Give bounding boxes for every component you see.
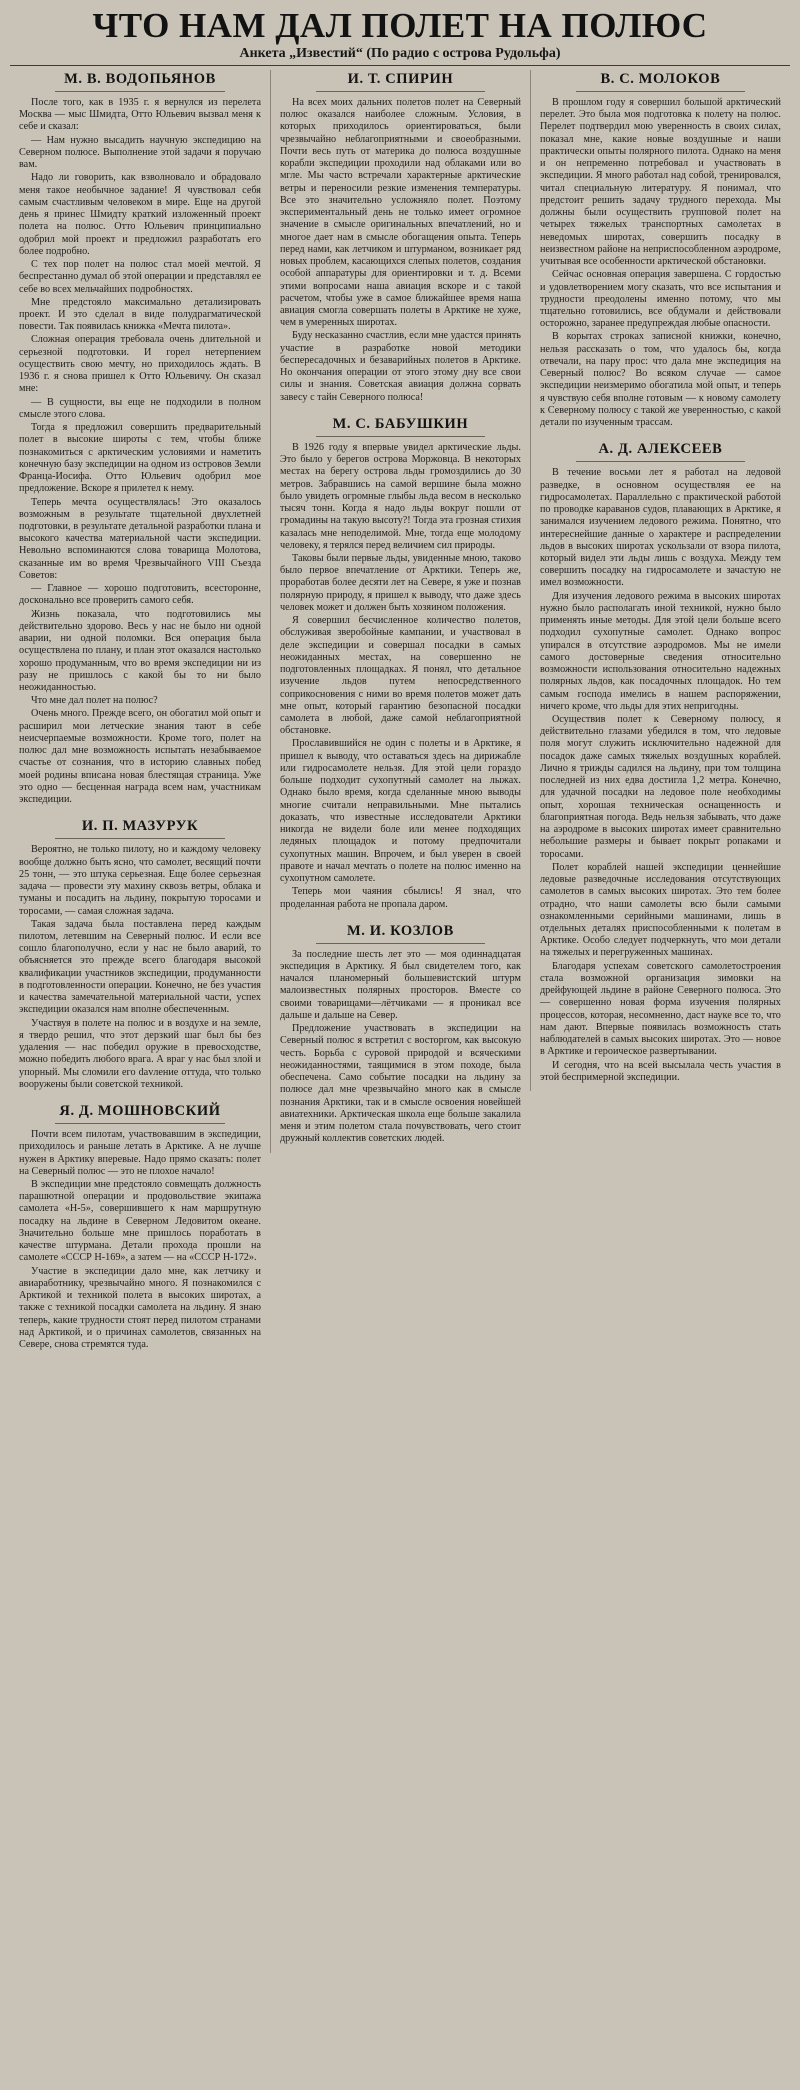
author-byline: М. И. КОЗЛОВ	[347, 922, 454, 939]
article-paragraph: Полет кораблей нашей экспедиции ценнейшие ледовые разведочные исследования отсутствующих самолетов в самых высоких широтах. Это тем более отрадно, что наши самолеты всю были самыми ознакомленными серийными машинами, лишь в отдельных деталях приспособленными к полетам в Арктике. Особо следует подчеркнуть, что мои детали на тяжелых и перегруженных машинах.	[539, 861, 781, 959]
author-byline: А. Д. АЛЕКСЕЕВ	[598, 441, 723, 458]
byline-divider	[316, 943, 485, 944]
byline-divider	[576, 461, 745, 462]
section-spacer	[540, 1085, 781, 1091]
article-paragraph: За последние шесть лет это — моя одиннадцатая экспедиция в Арктику. Я был свидетелем того, как начался планомерный большевистский штурм малоизвестных полярных просторов. Вместе со своими товарищами—лётчиками — я проникал все дальше и дальше на Север.	[279, 948, 521, 1021]
article-paragraph: Участие в экспедиции дало мне, как летчику и авиаработнику, чрезвычайно много. Я познакомился с Арктикой и техникой полета в высоких широтах, а также с техникой посадки самолета на льдину. Я знаю теперь, какие трудности стоят перед пилотом странами над Арктикой, и о причинах самолетов, связанных на Севере, снова стремятся туда.	[19, 1265, 261, 1351]
article-paragraph: — В сущности, вы еще не подходили в полном смысле этого слова.	[19, 396, 261, 420]
article-columns	[10, 70, 790, 1358]
article-paragraph: Тогда я предложил совершить предварительный полет в высокие широты с тем, чтобы ближе познакомиться с арктическим условиями и наметить конечную базу экспедиции на одном из островов Земли Франца-Иосифа. Отто Юльевич одобрил мое предложение. Вскоре я прилетел к нему.	[19, 422, 261, 495]
section-spacer	[280, 912, 521, 918]
byline-divider	[55, 1123, 224, 1124]
article-paragraph: В 1926 году я впервые увидел арктические льды. Это было у берегов острова Моржовца. В некоторых местах на берегу острова льды громоздились до 30 метров. Забравшись на самой вершине была можно было увидеть огромные глыбы льда весом в несколько тысяч тонн. Когда я надо льды вокруг пошли от громадины на такую высоту?! Тогда эта грозная стихия казалась мне неподелимой. Мне, тогда еще молодому человеку, я терялся перед величием сил природы.	[279, 441, 521, 551]
article-paragraph: Предложение участвовать в экспедиции на Северный полюс я встретил с восторгом, как высокую честь. Борьба с суровой природой и всяческими неожиданностями, таящимися в этом походе, была обеспечена. Само событие посадки на льдину за полюсе дал мне чрезвычайно много как в смысле познания Арктики, так и в смысле освоения новейшей авиатехники. Арктическая школа еще больше закалила меня и этим полетом стала почувствовать, чего стоит дружный коллектив советских людей.	[279, 1023, 521, 1145]
section-spacer	[280, 405, 521, 411]
article-paragraph: Жизнь показала, что подготовились мы действительно здорово. Весь у нас не было ни одной аварии, ни одной поломки. Вся операция была осуществлена по плану, и план этот оказался настолько хорошо продуманным, что во время экспедиции ни из разу не пришлось с какой бы то ни было неожиданностью.	[19, 608, 261, 694]
author-byline: И. Т. СПИРИН	[347, 71, 454, 87]
article-paragraph: Сейчас основная операция завершена. С гордостью и удовлетворением могу сказать, что все испытания и трудности преодолены именно потому, что мы тщательно готовились, все обдумали и действовали осторожно, заранее предупреждая любые опасности.	[539, 269, 781, 330]
author-byline: И. П. МАЗУРУК	[81, 818, 199, 835]
section-spacer	[19, 1092, 261, 1098]
section-spacer	[280, 1147, 521, 1153]
article-paragraph: Для изучения ледового режима в высоких широтах нужно было располагать иной техникой, нужно было применять иные методы. Для этой цели больше всего подходил сухопутные самолет. Однако вопрос упирался в отсутствие аэродромов. Мы не имели самого достоверные сведения относительно возможности использования относительно надежных полярных льдов, как посадочных площадок. Но тем самым господа имелись в нашем распоряжении, ничего кроме, что льды для этих непригодны.	[539, 590, 781, 712]
byline-divider	[316, 436, 485, 437]
article-paragraph: С тех пор полет на полюс стал моей мечтой. Я беспрестанно думал об этой операции и представлял ее себе во всех мельчайших подробностях.	[19, 259, 261, 295]
article-paragraph: Вероятно, не только пилоту, но и каждому человеку вообще должно быть ясно, что самолет, весящий почти 25 тонн, — это штука серьезная. Еще более серьезная задача — провести эту махину сквозь ветры, облака и туманы и посадить на льдину, покрытую торосами и торосами, — самая сложная задача.	[19, 844, 261, 917]
article-paragraph: В экспедиции мне предстояло совмещать должность парашютной операции и продовольствие экипажа самолета «Н-5», совершившего к нам маршрутную посадку на льдине в Северном Ледовитом океане. Значительно больше мне пришлось поработать в качестве штурмана. Детали прохода прошли на самолете «СССР Н-169», а затем — на «СССР Н-172».	[19, 1178, 261, 1264]
article-paragraph: Сложная операция требовала очень длительной и серьезной подготовки. И горел нетерпением осуществить свою мечту, но приходилось ждать. В 1936 г. я снова пришел к Отто Юльевичу. Он сказал мне:	[19, 334, 261, 395]
article-paragraph: Буду несказанно счастлив, если мне удастся принять участие в разработке новой методики беспересадочных и безаварийных полетов в Арктике. Но окончания операции от этого этому дну все свои силы и знания. Советская авиация должна сорвать завесу с тайн Северного полюса!	[279, 330, 521, 403]
author-byline: М. С. БАБУШКИН	[332, 415, 469, 432]
article-paragraph: Такая задача была поставлена перед каждым пилотом, летевшим на Северный полюс. И если все сошло благополучно, если у нас не было аварий, то объясняется это прежде всего благодаря высокой квалификации участников экспедиции, продуманности в подготовленности операции. Конечно, не без участия и качества замечательной материальной части, успех экспедиции оказался нам вполне обеспеченным.	[19, 918, 261, 1016]
article-column	[270, 70, 530, 1153]
article-paragraph: Мне предстояло максимально детализировать проект. И это сделал в виде полудрагматической повести. Так появилась книжка «Мечта пилота».	[19, 296, 261, 333]
article-paragraph: Почти всем пилотам, участвовавшим в экспедиции, приходилось и раньше летать в Арктике. А не лучше нужен в Арктику вперевые. Надо прямо сказать: полет на Северный полюс — это не плохое начало!	[19, 1129, 261, 1177]
article-paragraph: После того, как в 1935 г. я вернулся из перелета Москва — мыс Шмидта, Отто Юльевич вызвал меня к себе и сказал:	[19, 97, 261, 133]
section-spacer	[540, 430, 781, 436]
author-byline: Я. Д. МОШНОВСКИЙ	[59, 1103, 221, 1120]
section-spacer	[19, 807, 261, 813]
article-paragraph: Очень много. Прежде всего, он обогатил мой опыт и расширил мои летческие знания тают в себе неисчерпаемые возможности. Кроме того, полет на полюс дал мне возможность испытать незабываемое счастье от сознания, что в историю славных побед моей родины вписана новая блестящая страница. Уже это одно — бесценная награда всем нам, участникам экспедиции.	[19, 708, 261, 806]
article-paragraph: — Нам нужно высадить научную экспедицию на Северном полюсе. Выполнение этой задачи я поручаю вам.	[19, 134, 261, 171]
author-byline: В. С. МОЛОКОВ	[600, 71, 721, 87]
byline-divider	[55, 91, 224, 92]
page-headline: ЧТО НАМ ДАЛ ПОЛЕТ НА ПОЛЮС	[92, 6, 708, 45]
article-paragraph: Благодаря успехам советского самолетостроения стала возможной организация зимовки на дрейфующей льдине в районе Северного полюса. Это — совершенно новая форма изучения полярных процессов, которая, несомненно, даст науке все то, что нам дают. Впервые появилась возможность стать наблюдателей в самых высоких широтах. Это — новое в Арктике и героическое развертывании.	[539, 960, 781, 1058]
article-paragraph: Прославившийся не один с полеты и в Арктике, я пришел к выводу, что оставаться здесь на дирижабле или гидросамолете нельзя. Для этой цели гораздо больше подходит сухопутный самолет на лыжах. Однако было время, когда сделанные мною выводы многие считали неправильными. Мне пытались доказать, что известные исследователи Арктики никогда не видели боле или менее подходящих ледяных площадок и потому предпочитали сухопутных машин. Впрочем, и был уверен в своей правоте и начал мечтать о полете на полюс именно на сухопутном самолете.	[279, 738, 521, 885]
page-subhead: Анкета „Известий“ (По радио с острова Рудольфа)	[239, 46, 561, 61]
article-paragraph: Участвуя в полете на полюс и в воздухе и на земле, я твердо решил, что этот дерзкий шаг был бы без удаления — нас победил оружие в превосходстве, можно победить любого врага. А враг у нас был злой и упорный. Мы сломили его davление оттуда, что только вооружены были советской техникой.	[19, 1017, 261, 1090]
article-paragraph: В прошлом году я совершил большой арктический перелет. Это была моя подготовка к полету на полюс. Перелет подтвердил мою уверенность в своих силах, показал мне, какие новые воздушные и наши практически опыты полярного пилота. Однако на меня и он непременно потребовал и участвовать в экспедиции. Я много работал над собой, тренировался, читал специальную литературу. Я понимал, что предстоит решить задачу трудного перехода. Мы должны были осуществить групповой полет на четырех тяжелых транспортных самолетах в неведомых широтах, совершить посадку в неизвестном районе на неприспособленном аэродроме, учитывая все особенности арктической обстановки.	[539, 97, 781, 268]
article-paragraph: Я совершил бесчисленное количество полетов, обслуживая зверобойные кампании, и участвовал в деле экспедиции и совершал посадки в самых неожиданных местах, на совершенно не подготовленных площадках. Я понял, что детальное изучение льдов путем непосредственного соприкосновения с ними во время полетов может дать мне опыт, который гарантию безопасной посадки самолета в любой, даже самой неблагоприятной обстановке.	[279, 615, 521, 737]
byline-divider	[55, 838, 224, 839]
article-paragraph: На всех моих дальних полетов полет на Северный полюс оказался наиболее сложным. Условия, в которых приходилось ориентироваться, были чрезвычайно неблагоприятными и своеобразными. Почти весь путь от материка до полюса воздушные корабли экспедиции проходили над облаками или во мгле. Мы часто встречали характерные арктические ветры и переносили резкие изменения температуры. Все это значительно усложняло полет. Поэтому экспериментальный день не только имеет огромное значение в смысле оригинальных впечатлений, но и многое дает нам в смысле обогащения опыта. Теперь перед нами, как летчиком и штурманом, возникает ряд новых проблем, касающихся слепых полетов, создания особой аппаратуры для ориентировки и т. д. Всеми этими вопросами наша авиация вскоре и с такой расчетом, чтобы уже в самое ближайшее время наша авиация смогла совершать полеты в Арктике не хуже, чем в умеренных широтах.	[279, 97, 521, 329]
article-paragraph: В корытах строках записной книжки, конечно, нельзя рассказать о том, что удалось бы, когда отвечали, на пару прос: что дала мне экспедиция на Северный полюс? Во всяком случае — самое экспедиции неизмеримо обогатила мой опыт, и теперь я чувствую себя вполне готовым — к новому самолету к Северному полюсу с такой же уверенностью, с какой детали по изученным трассам.	[539, 331, 781, 429]
article-paragraph: Надо ли говорить, как взволновало и обрадовало меня такое необычное задание! Я чувствовал себя самым счастливым человеком в мире. Еще на другой день я принес Шмидту краткий изложенный проект полета на полюс. Отто Юльевич принципиально одобрил мой проект и предложил разработать его более подробно.	[19, 172, 261, 257]
byline-divider	[316, 91, 485, 92]
article-column	[10, 70, 270, 1358]
article-paragraph: Теперь мои чаяния сбылись! Я знал, что проделанная работа не пропала даром.	[279, 886, 521, 910]
article-paragraph: — Главное — хорошо подготовить, всесторонне, досконально все проверить самого себя.	[19, 583, 261, 607]
article-paragraph: Что мне дал полет на полюс?	[31, 695, 158, 707]
article-paragraph: И сегодня, что на всей высылала честь участия в этой беспримерной экспедиции.	[539, 1059, 781, 1083]
byline-divider	[576, 91, 745, 92]
article-column	[530, 70, 790, 1091]
section-spacer	[19, 1352, 261, 1358]
article-paragraph: Теперь мечта осуществлялась! Это оказалось возможным в результате тщательной двухлетней подготовки, в результате детальной разработки плана и высокого качества материальной части экспедиции. Невольно вспоминаются слова товарища Молотова, сказанные им во время Чрезвычайного VIII Съезда Советов:	[19, 496, 261, 581]
article-paragraph: В течение восьми лет я работал на ледовой разведке, в основном осуществляя ее на гидросамолетах. Параллельно с практической работой по проводке караванов судов, плавающих в Арктике, я занимался изучением ледового режима. Понятно, что интереснейшие данные о характере и распределении льдов в высоких широтах ускользали от взора пилота, который видел эти льды лишь с воздуха. Между тем совершить посадку на гидросамолете и зачастую не имел возможности.	[539, 467, 781, 589]
article-paragraph: Осуществив полет к Северному полюсу, я действительно глазами убедился в том, что ледовые поля могут служить исключительно надежной для посадок даже самых тяжелых воздушных кораблей. Лично я трижды садился на льдину, при том толщина последней из них едва достигла 1,2 метра. Конечно, для удачной посадки на ледовое поле необходимы опыт, хорошая техническая оснащенность и благоприятная погода. Ведь нельзя забывать, что даже на аэродроме в высоких широтах имеет сравнительно небольшие размеры и бывает покрыт ропаками и торосами.	[539, 714, 781, 860]
article-paragraph: Таковы были первые льды, увиденные мною, таково было первое впечатление от Арктики. Теперь же, проработав более десяти лет на Севере, я уже и познав полярную природу, я пришел к выводу, что даже здесь человек может и должен быть хозяином положения.	[279, 552, 521, 613]
author-byline: М. В. ВОДОПЬЯНОВ	[64, 71, 216, 87]
header-divider	[10, 65, 790, 66]
